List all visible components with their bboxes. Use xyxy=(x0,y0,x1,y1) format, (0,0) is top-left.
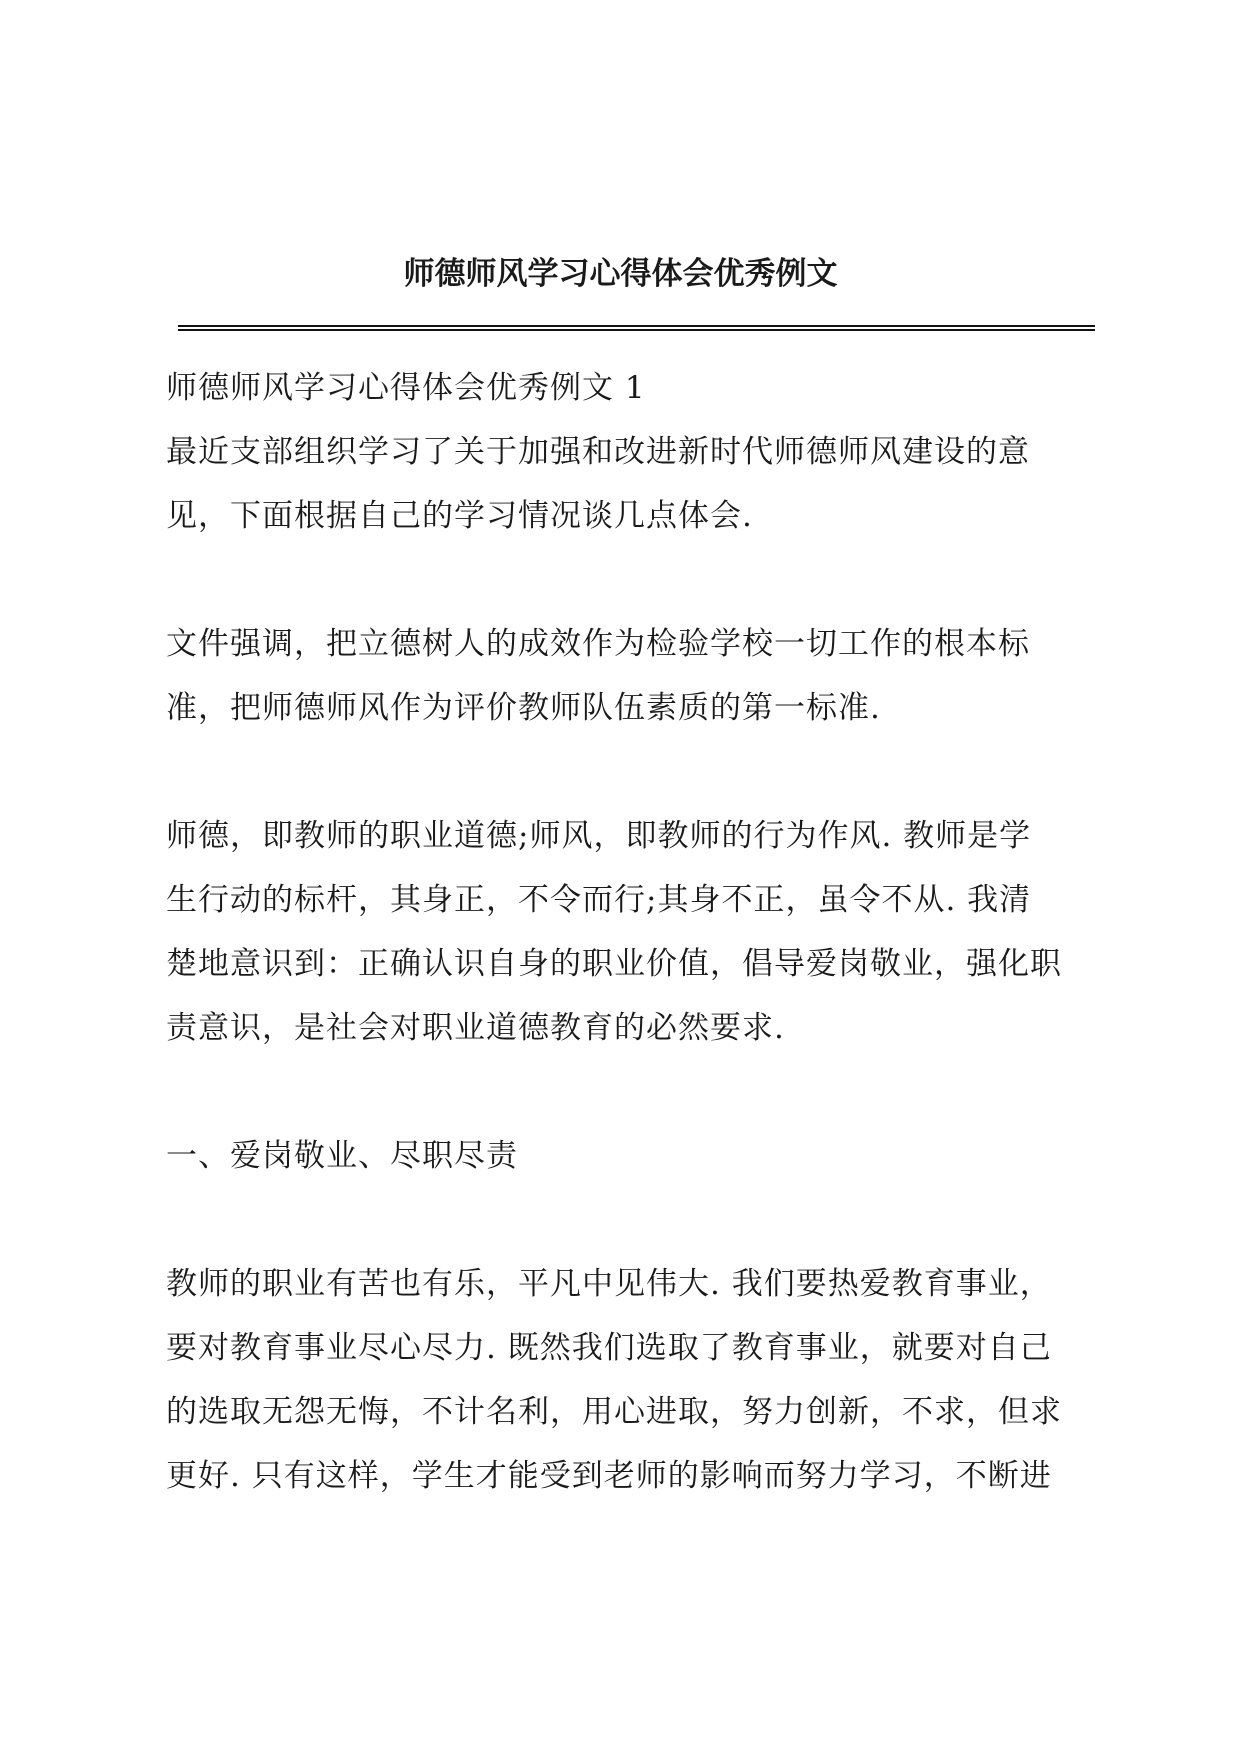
blank-line xyxy=(166,548,1096,612)
title-double-rule xyxy=(178,325,1095,331)
body-line: 生行动的标杆，其身正，不令而行;其身不正，虽令不从. 我清 xyxy=(166,882,1032,918)
body-line: 的选取无怨无悔，不计名利，用心进取，努力创新，不求，但求 xyxy=(166,1394,1062,1430)
body-line: 责意识，是社会对职业道德教育的必然要求. xyxy=(166,1010,785,1046)
blank-line xyxy=(166,1060,1096,1124)
body-line: 见，下面根据自己的学习情况谈几点体会. xyxy=(166,498,753,534)
body-line: 楚地意识到：正确认识自身的职业价值，倡导爱岗敬业，强化职 xyxy=(166,946,1062,982)
body-line: 准，把师德师风作为评价教师队伍素质的第一标准. xyxy=(166,690,881,726)
section-heading: 一、爱岗敬业、尽职尽责 xyxy=(166,1138,518,1174)
document-title: 师德师风学习心得体会优秀例文 xyxy=(403,256,838,292)
body-line: 最近支部组织学习了关于加强和改进新时代师德师风建设的意 xyxy=(166,434,1030,470)
body-line: 师德师风学习心得体会优秀例文 1 xyxy=(166,370,646,406)
blank-line xyxy=(166,740,1096,804)
blank-line xyxy=(166,1188,1096,1252)
body-line: 更好. 只有这样，学生才能受到老师的影响而努力学习，不断进 xyxy=(166,1458,1052,1494)
body-line: 文件强调，把立德树人的成效作为检验学校一切工作的根本标 xyxy=(166,626,1030,662)
document-body xyxy=(166,356,1096,1508)
body-line: 师德，即教师的职业道德;师风，即教师的行为作风. 教师是学 xyxy=(166,818,1032,854)
body-line: 教师的职业有苦也有乐，平凡中见伟大. 我们要热爱教育事业， xyxy=(166,1266,1052,1302)
body-line: 要对教育事业尽心尽力. 既然我们选取了教育事业，就要对自己 xyxy=(166,1330,1052,1366)
